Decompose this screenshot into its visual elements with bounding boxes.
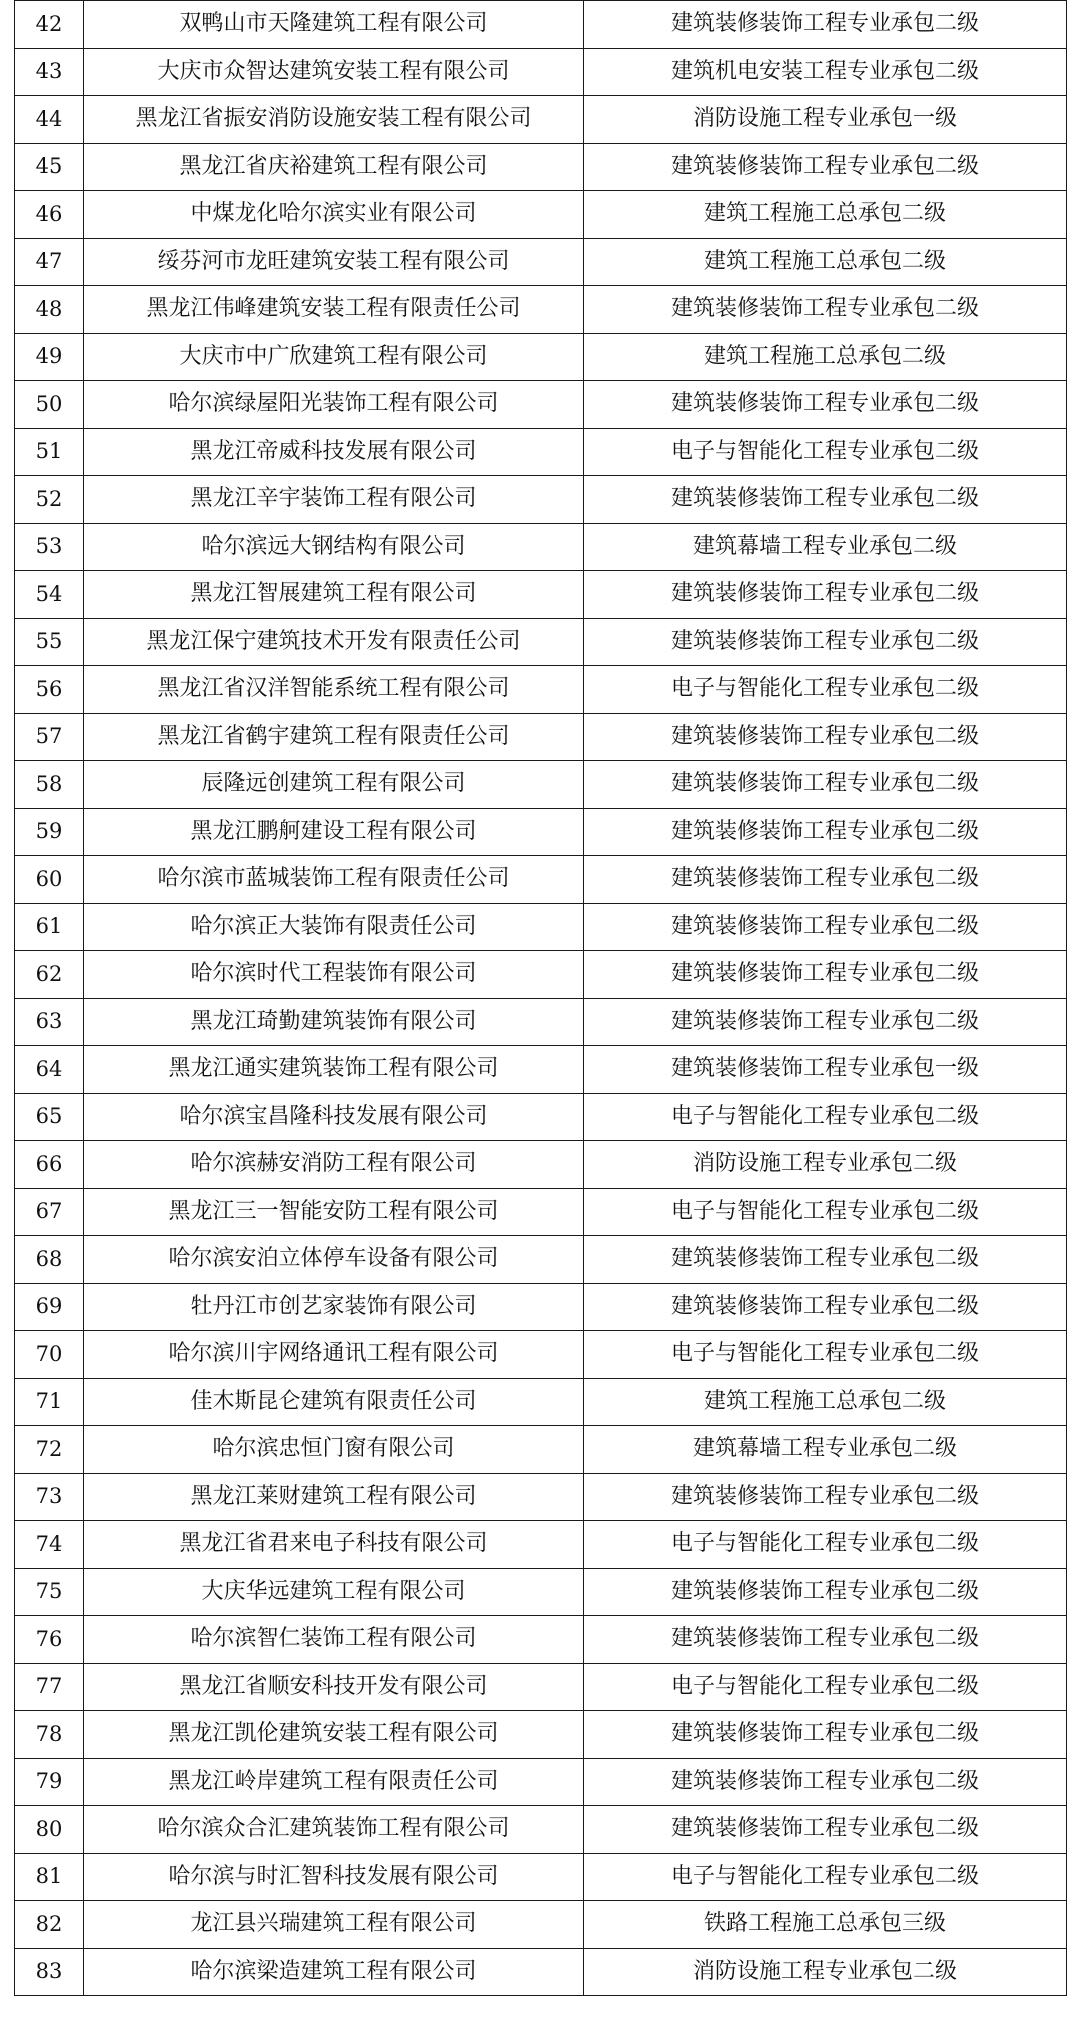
company-name: 黑龙江琦勤建筑装饰有限公司 (84, 998, 584, 1046)
row-number: 44 (15, 96, 84, 144)
company-name: 哈尔滨宝昌隆科技发展有限公司 (84, 1093, 584, 1141)
company-name: 黑龙江省顺安科技开发有限公司 (84, 1663, 584, 1711)
qualification-level: 建筑装修装饰工程专业承包一级 (584, 1046, 1067, 1094)
row-number: 49 (15, 333, 84, 381)
table-row (15, 1711, 1067, 1759)
company-name: 黑龙江三一智能安防工程有限公司 (84, 1188, 584, 1236)
table-row (15, 666, 1067, 714)
table-row (15, 903, 1067, 951)
qualification-level: 建筑幕墙工程专业承包二级 (584, 1426, 1067, 1474)
qualification-level: 建筑装修装饰工程专业承包二级 (584, 143, 1067, 191)
row-number: 47 (15, 238, 84, 286)
table-row (15, 1663, 1067, 1711)
table-row (15, 1948, 1067, 1996)
company-name: 黑龙江智展建筑工程有限公司 (84, 571, 584, 619)
row-number: 71 (15, 1378, 84, 1426)
table-row (15, 571, 1067, 619)
company-name: 牡丹江市创艺家装饰有限公司 (84, 1283, 584, 1331)
company-name: 黑龙江保宁建筑技术开发有限责任公司 (84, 618, 584, 666)
table-row (15, 48, 1067, 96)
table-row (15, 856, 1067, 904)
table-row (15, 1331, 1067, 1379)
qualification-level: 建筑装修装饰工程专业承包二级 (584, 381, 1067, 429)
qualification-level: 建筑工程施工总承包二级 (584, 191, 1067, 239)
company-name: 哈尔滨忠恒门窗有限公司 (84, 1426, 584, 1474)
company-name: 哈尔滨与时汇智科技发展有限公司 (84, 1853, 584, 1901)
table-row (15, 1188, 1067, 1236)
company-name: 黑龙江鹏舸建设工程有限公司 (84, 808, 584, 856)
table-row (15, 1521, 1067, 1569)
table-row (15, 96, 1067, 144)
company-name: 黑龙江省振安消防设施安装工程有限公司 (84, 96, 584, 144)
table-row (15, 1378, 1067, 1426)
qualification-level: 建筑装修装饰工程专业承包二级 (584, 1283, 1067, 1331)
table-row (15, 286, 1067, 334)
company-name: 哈尔滨安泊立体停车设备有限公司 (84, 1236, 584, 1284)
row-number: 60 (15, 856, 84, 904)
row-number: 81 (15, 1853, 84, 1901)
qualification-level: 消防设施工程专业承包一级 (584, 96, 1067, 144)
row-number: 52 (15, 476, 84, 524)
company-name: 哈尔滨时代工程装饰有限公司 (84, 951, 584, 999)
row-number: 45 (15, 143, 84, 191)
qualification-level: 建筑机电安装工程专业承包二级 (584, 48, 1067, 96)
table-row (15, 1853, 1067, 1901)
qualification-level: 消防设施工程专业承包二级 (584, 1141, 1067, 1189)
qualification-level: 建筑装修装饰工程专业承包二级 (584, 808, 1067, 856)
company-name: 黑龙江岭岸建筑工程有限责任公司 (84, 1758, 584, 1806)
qualification-level: 电子与智能化工程专业承包二级 (584, 1331, 1067, 1379)
qualification-level: 建筑装修装饰工程专业承包二级 (584, 856, 1067, 904)
table-row (15, 998, 1067, 1046)
qualification-level: 建筑装修装饰工程专业承包二级 (584, 1758, 1067, 1806)
qualification-level: 建筑装修装饰工程专业承包二级 (584, 618, 1067, 666)
company-name: 中煤龙化哈尔滨实业有限公司 (84, 191, 584, 239)
qualification-level: 消防设施工程专业承包二级 (584, 1948, 1067, 1996)
qualification-level: 建筑幕墙工程专业承包二级 (584, 523, 1067, 571)
company-name: 哈尔滨智仁装饰工程有限公司 (84, 1616, 584, 1664)
row-number: 54 (15, 571, 84, 619)
qualification-level: 建筑装修装饰工程专业承包二级 (584, 1473, 1067, 1521)
qualification-level: 建筑装修装饰工程专业承包二级 (584, 1711, 1067, 1759)
table-row (15, 333, 1067, 381)
company-name: 黑龙江伟峰建筑安装工程有限责任公司 (84, 286, 584, 334)
row-number: 48 (15, 286, 84, 334)
row-number: 57 (15, 713, 84, 761)
qualification-level: 电子与智能化工程专业承包二级 (584, 1521, 1067, 1569)
row-number: 51 (15, 428, 84, 476)
row-number: 50 (15, 381, 84, 429)
company-name: 哈尔滨市蓝城装饰工程有限责任公司 (84, 856, 584, 904)
table-row (15, 1616, 1067, 1664)
qualification-level: 建筑装修装饰工程专业承包二级 (584, 713, 1067, 761)
qualification-level: 电子与智能化工程专业承包二级 (584, 1663, 1067, 1711)
row-number: 75 (15, 1568, 84, 1616)
row-number: 66 (15, 1141, 84, 1189)
company-name: 龙江县兴瑞建筑工程有限公司 (84, 1901, 584, 1949)
row-number: 82 (15, 1901, 84, 1949)
row-number: 72 (15, 1426, 84, 1474)
qualification-level: 建筑工程施工总承包二级 (584, 238, 1067, 286)
table-row (15, 1806, 1067, 1854)
row-number: 63 (15, 998, 84, 1046)
row-number: 62 (15, 951, 84, 999)
row-number: 65 (15, 1093, 84, 1141)
company-name: 黑龙江辛宇装饰工程有限公司 (84, 476, 584, 524)
company-name: 双鸭山市天隆建筑工程有限公司 (84, 1, 584, 49)
table-row (15, 713, 1067, 761)
qualification-level: 建筑装修装饰工程专业承包二级 (584, 1616, 1067, 1664)
table-row (15, 428, 1067, 476)
table-row (15, 1, 1067, 49)
table-row (15, 1473, 1067, 1521)
table-row (15, 523, 1067, 571)
table-row (15, 951, 1067, 999)
qualification-level: 建筑装修装饰工程专业承包二级 (584, 951, 1067, 999)
qualification-level: 电子与智能化工程专业承包二级 (584, 1093, 1067, 1141)
table-row (15, 1141, 1067, 1189)
qualification-level: 建筑装修装饰工程专业承包二级 (584, 903, 1067, 951)
company-qualification-table (14, 0, 1067, 1996)
row-number: 59 (15, 808, 84, 856)
table-row (15, 476, 1067, 524)
qualification-level: 建筑装修装饰工程专业承包二级 (584, 1568, 1067, 1616)
table-row (15, 1758, 1067, 1806)
qualification-level: 电子与智能化工程专业承包二级 (584, 1853, 1067, 1901)
table-row (15, 238, 1067, 286)
table-row (15, 143, 1067, 191)
company-name: 哈尔滨川宇网络通讯工程有限公司 (84, 1331, 584, 1379)
row-number: 58 (15, 761, 84, 809)
row-number: 56 (15, 666, 84, 714)
company-name: 黑龙江省鹤宇建筑工程有限责任公司 (84, 713, 584, 761)
row-number: 43 (15, 48, 84, 96)
row-number: 80 (15, 1806, 84, 1854)
company-name: 黑龙江省君来电子科技有限公司 (84, 1521, 584, 1569)
company-name: 哈尔滨梁造建筑工程有限公司 (84, 1948, 584, 1996)
qualification-level: 建筑装修装饰工程专业承包二级 (584, 476, 1067, 524)
row-number: 68 (15, 1236, 84, 1284)
qualification-level: 铁路工程施工总承包三级 (584, 1901, 1067, 1949)
table-row (15, 1046, 1067, 1094)
row-number: 70 (15, 1331, 84, 1379)
row-number: 77 (15, 1663, 84, 1711)
table-row (15, 191, 1067, 239)
company-name: 哈尔滨众合汇建筑装饰工程有限公司 (84, 1806, 584, 1854)
table-row (15, 1236, 1067, 1284)
table-row (15, 1426, 1067, 1474)
table-row (15, 1093, 1067, 1141)
qualification-level: 电子与智能化工程专业承包二级 (584, 1188, 1067, 1236)
table-row (15, 1568, 1067, 1616)
company-name: 黑龙江凯伦建筑安装工程有限公司 (84, 1711, 584, 1759)
company-name: 哈尔滨赫安消防工程有限公司 (84, 1141, 584, 1189)
qualification-level: 建筑工程施工总承包二级 (584, 333, 1067, 381)
company-name: 绥芬河市龙旺建筑安装工程有限公司 (84, 238, 584, 286)
table-row (15, 761, 1067, 809)
qualification-level: 建筑装修装饰工程专业承包二级 (584, 998, 1067, 1046)
table-row (15, 1283, 1067, 1331)
company-name: 黑龙江通实建筑装饰工程有限公司 (84, 1046, 584, 1094)
table-body (15, 1, 1067, 1996)
row-number: 46 (15, 191, 84, 239)
row-number: 79 (15, 1758, 84, 1806)
qualification-level: 建筑装修装饰工程专业承包二级 (584, 286, 1067, 334)
table-row (15, 808, 1067, 856)
company-name: 辰隆远创建筑工程有限公司 (84, 761, 584, 809)
company-name: 哈尔滨远大钢结构有限公司 (84, 523, 584, 571)
row-number: 76 (15, 1616, 84, 1664)
row-number: 64 (15, 1046, 84, 1094)
row-number: 67 (15, 1188, 84, 1236)
row-number: 78 (15, 1711, 84, 1759)
qualification-level: 电子与智能化工程专业承包二级 (584, 428, 1067, 476)
row-number: 73 (15, 1473, 84, 1521)
company-name: 黑龙江帝威科技发展有限公司 (84, 428, 584, 476)
company-name: 大庆华远建筑工程有限公司 (84, 1568, 584, 1616)
company-name: 黑龙江莱财建筑工程有限公司 (84, 1473, 584, 1521)
company-name: 黑龙江省汉洋智能系统工程有限公司 (84, 666, 584, 714)
row-number: 83 (15, 1948, 84, 1996)
qualification-level: 建筑装修装饰工程专业承包二级 (584, 571, 1067, 619)
qualification-level: 建筑装修装饰工程专业承包二级 (584, 1, 1067, 49)
qualification-level: 建筑装修装饰工程专业承包二级 (584, 1236, 1067, 1284)
row-number: 53 (15, 523, 84, 571)
row-number: 69 (15, 1283, 84, 1331)
row-number: 42 (15, 1, 84, 49)
table-row (15, 381, 1067, 429)
row-number: 61 (15, 903, 84, 951)
row-number: 55 (15, 618, 84, 666)
table-row (15, 618, 1067, 666)
row-number: 74 (15, 1521, 84, 1569)
company-name: 大庆市众智达建筑安装工程有限公司 (84, 48, 584, 96)
company-name: 大庆市中广欣建筑工程有限公司 (84, 333, 584, 381)
table-row (15, 1901, 1067, 1949)
qualification-level: 建筑装修装饰工程专业承包二级 (584, 761, 1067, 809)
qualification-level: 电子与智能化工程专业承包二级 (584, 666, 1067, 714)
company-name: 佳木斯昆仑建筑有限责任公司 (84, 1378, 584, 1426)
company-name: 哈尔滨绿屋阳光装饰工程有限公司 (84, 381, 584, 429)
company-name: 黑龙江省庆裕建筑工程有限公司 (84, 143, 584, 191)
qualification-level: 建筑工程施工总承包二级 (584, 1378, 1067, 1426)
qualification-level: 建筑装修装饰工程专业承包二级 (584, 1806, 1067, 1854)
company-name: 哈尔滨正大装饰有限责任公司 (84, 903, 584, 951)
